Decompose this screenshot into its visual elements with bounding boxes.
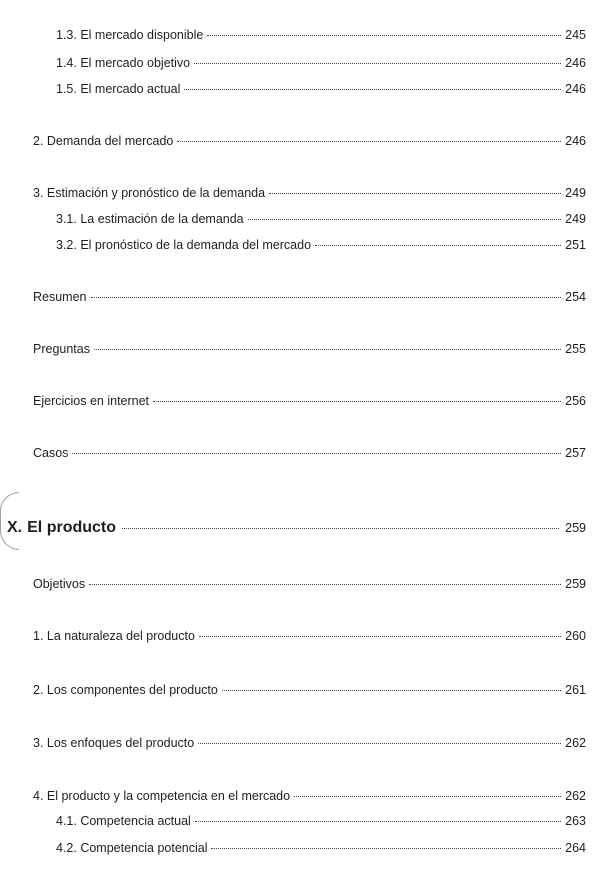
toc-entry-page: 246 [565,56,586,70]
dot-leader [199,636,561,637]
dot-leader [194,63,561,64]
toc-entry [33,445,586,461]
toc-entry-page: 263 [565,814,586,828]
dot-leader [294,796,561,797]
toc-entry [33,185,586,201]
toc-entry [33,289,586,305]
toc-entry [56,237,586,253]
toc-entry-title: 4.1. Competencia actual [56,814,191,828]
toc-entry-title: 4. El producto y la competencia en el mercado [33,789,291,803]
dot-leader [198,743,561,744]
dot-leader [211,848,561,849]
toc-entry-title: Resumen [33,290,87,304]
toc-entry-title: 2. Los componentes del producto [33,683,218,697]
toc-entry [56,27,586,43]
toc-entry [56,840,586,856]
toc-entry-page: 246 [565,82,586,96]
toc-entry [33,341,586,357]
toc-entry-title: 3. Los enfoques del producto [33,736,195,750]
toc-entry-title: Ejercicios en internet [33,394,150,408]
toc-entry-title: Casos [33,446,69,460]
dot-leader [195,821,561,822]
toc-entry-page: 260 [565,629,586,643]
chapter-number: X. [7,519,23,536]
dot-leader [72,453,561,454]
dot-leader [177,141,561,142]
toc-entry [56,813,586,829]
toc-entry-title: 4.2. Competencia potencial [56,841,208,855]
toc-entry [56,81,586,97]
dot-leader [207,35,561,36]
dot-leader [89,584,561,585]
chapter-title: El producto [27,519,117,536]
toc-entry-title: 1.4. El mercado objetivo [56,56,191,70]
toc-entry-title: Objetivos [33,577,86,591]
toc-entry-title: 3. Estimación y pronóstico de la demanda [33,186,266,200]
toc-entry-title: 1.3. El mercado disponible [56,28,204,42]
toc-entry-page: 249 [565,212,586,226]
dot-leader [248,219,562,220]
toc-entry [56,55,586,71]
dot-leader [122,528,559,529]
dot-leader [91,297,562,298]
toc-entry-title: 2. Demanda del mercado [33,134,174,148]
toc-entry-title: 1.5. El mercado actual [56,82,181,96]
toc-entry [33,735,586,751]
toc-entry-page: 246 [565,134,586,148]
dot-leader [184,89,561,90]
toc-entry [33,133,586,149]
toc-entry [33,628,586,644]
dot-leader [222,690,561,691]
toc-entry-page: 262 [565,789,586,803]
toc-entry-page: 264 [565,841,586,855]
toc-entry [33,393,586,409]
toc-entry-page: 261 [565,683,586,697]
dot-leader [153,401,561,402]
toc-entry [33,576,586,592]
toc-entry-page: 254 [565,290,586,304]
toc-entry-page: 255 [565,342,586,356]
dot-leader [94,349,561,350]
toc-entry [33,682,586,698]
toc-entry-title: 3.2. El pronóstico de la demanda del mercado [56,238,312,252]
toc-entry [56,211,586,227]
dot-leader [315,245,561,246]
toc-entry-page: 257 [565,446,586,460]
toc-entry-page: 262 [565,736,586,750]
toc-entry-title: 3.1. La estimación de la demanda [56,212,244,226]
toc-entry-page: 256 [565,394,586,408]
chapter-heading [7,519,586,537]
toc-entry-page: 251 [565,238,586,252]
toc-entry [33,788,586,804]
toc-entry-page: 245 [565,28,586,42]
dot-leader [269,193,561,194]
toc-entry-page: 249 [565,186,586,200]
chapter-page: 259 [565,521,586,535]
toc-entry-title: 1. La naturaleza del producto [33,629,195,643]
toc-entry-page: 259 [565,577,586,591]
toc-entry-title: Preguntas [33,342,90,356]
